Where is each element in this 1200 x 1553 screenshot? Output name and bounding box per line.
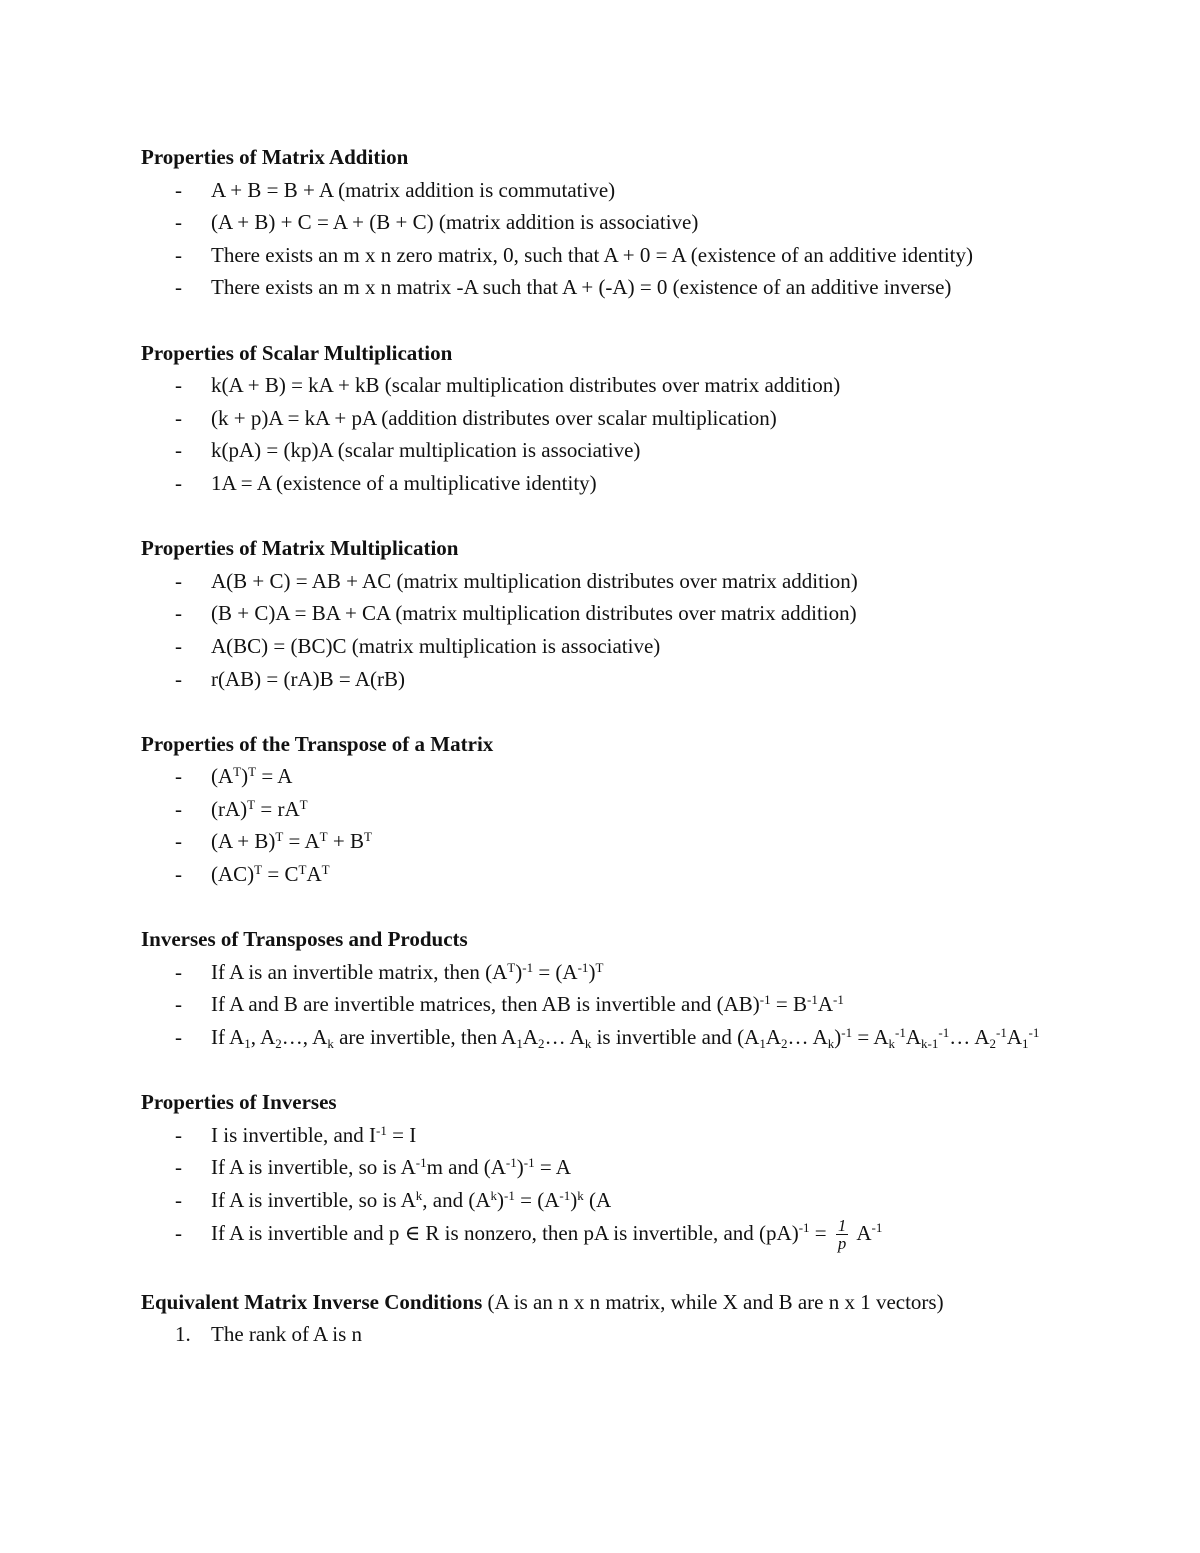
section-transpose <box>141 728 1081 891</box>
section-heading: Properties of Matrix Addition <box>141 145 409 169</box>
bullet-dash: - <box>175 568 182 593</box>
bullet-dash: - <box>175 242 182 267</box>
section-equivalent-conditions <box>141 1286 1081 1351</box>
list-item: - If A is invertible, so is $A^k$, and $(A^k)^{-1} = (A^{-1})^k$ (A <box>141 1184 1081 1217</box>
list-item: - I is invertible, and $I^{-1} = I$ <box>141 1119 1081 1152</box>
bullet-dash: - <box>175 177 182 202</box>
bullet-dash: - <box>175 992 182 1017</box>
list-item: - r(AB) = (rA)B = A(rB) <box>141 663 1081 696</box>
list-item: - k(pA) = (kp)A (scalar multiplication is associative) <box>141 434 1081 467</box>
bullet-dash: - <box>175 862 182 887</box>
list-item: - $(rA)^T = rA^T$ <box>141 793 1081 826</box>
section-heading: Properties of Matrix Multiplication <box>141 536 459 561</box>
bullet-dash: - <box>175 796 182 821</box>
list-item: - There exists an m x n zero matrix, 0, such that A + 0 = A (existence of an additive identity) <box>141 239 1081 272</box>
list-item: - If A is invertible and p ∈ R is nonzero, then pA is invertible, and (pA)$^{-1}$ = $\frac{1}{p}$ $A^{-1}$ <box>175 1215 883 1254</box>
section-matrix-addition <box>141 141 1081 304</box>
list-item: - If $A_1$, $A_2\dots$, $A_k$ are invertible, then $A_1A_2\dots$ $A_k$ is invertible and ($A_1A_2\dots$ $A_k)^{-1}$ = $A_k^{-1}A_{k-1}^{-1}\dots$ $A_2^{-1}A_1^{-1}$ <box>141 1021 1081 1054</box>
list-item: - $(AC)^T = C^TA^T$ <box>141 858 1081 891</box>
heading-note: (A is an n x n matrix, while X and B are n x 1 vectors) <box>482 1289 944 1314</box>
bullet-dash: - <box>175 1188 182 1212</box>
list-item: - A + B = B + A (matrix addition is commutative) <box>141 174 1081 207</box>
list-item: - (A + B) + C = A + (B + C) (matrix addition is associative) <box>141 206 1081 239</box>
list-item: - (B + C)A = BA + CA (matrix multiplication distributes over matrix addition) <box>141 597 1081 630</box>
bullet-dash: - <box>175 373 182 398</box>
bullet-dash: - <box>175 1220 182 1245</box>
bullet-dash: - <box>175 829 182 854</box>
section-heading: Properties of Scalar Multiplication <box>141 340 453 365</box>
list-item: - If A and B are invertible matrices, then AB is invertible and $(AB)^{-1} = B^{-1}A^{-1}$ <box>141 988 1081 1021</box>
section-matrix-multiplication <box>141 532 1081 695</box>
item-number: 1. <box>175 1322 191 1347</box>
bullet-dash: - <box>175 1155 182 1180</box>
section-properties-of-inverses <box>141 1086 1081 1253</box>
bullet-dash: - <box>175 275 182 300</box>
list-item: - There exists an m x n matrix -A such that A + (-A) = 0 (existence of an additive inverse) <box>141 271 1081 304</box>
section-inverses-transposes-products <box>141 923 1081 1053</box>
bullet-dash: - <box>175 405 182 430</box>
list-item: - k(A + B) = kA + kB (scalar multiplication distributes over matrix addition) <box>141 369 1081 402</box>
bullet-dash: - <box>175 1025 182 1050</box>
section-heading: Properties of the Transpose of a Matrix <box>141 731 494 756</box>
document-content <box>141 141 1081 1383</box>
list-item: - A(BC) = (BC)C (matrix multiplication is associative) <box>141 630 1081 663</box>
list-item: - A(B + C) = AB + AC (matrix multiplication distributes over matrix addition) <box>141 565 1081 598</box>
bullet-dash: - <box>175 959 182 984</box>
bullet-dash: - <box>175 633 182 658</box>
section-heading: Properties of Inverses <box>141 1090 337 1115</box>
section-heading: Equivalent Matrix Inverse Conditions (A is an n x n matrix, while X and B are n x 1 vectors) <box>141 1289 944 1314</box>
list-item: 1. The rank of A is n <box>141 1318 1081 1351</box>
bullet-dash: - <box>175 438 182 463</box>
list-item: - If A is invertible, so is $A^{-1}m$ and $(A^{-1})^{-1} = A$ <box>141 1151 1081 1184</box>
bullet-dash: - <box>175 764 182 789</box>
bullet-dash: - <box>175 666 182 691</box>
list-item: - (k + p)A = kA + pA (addition distributes over scalar multiplication) <box>141 402 1081 435</box>
bullet-dash: - <box>175 210 182 235</box>
list-item: - $(A + B)^T = A^T + B^T$ <box>141 825 1081 858</box>
bullet-dash: - <box>175 601 182 626</box>
list-item: - If A is an invertible matrix, then $(A^T)^{-1} = (A^{-1})^T$ <box>141 956 1081 989</box>
section-heading: Inverses of Transposes and Products <box>141 927 468 952</box>
fraction: $\frac{1}{p}$ <box>837 1215 847 1254</box>
bullet-dash: - <box>175 1122 182 1147</box>
list-item: - $(A^T)^T = A$ <box>141 760 1081 793</box>
section-scalar-multiplication <box>141 337 1081 500</box>
list-item: - 1A = A (existence of a multiplicative identity) <box>141 467 1081 500</box>
bullet-dash: - <box>175 470 182 495</box>
